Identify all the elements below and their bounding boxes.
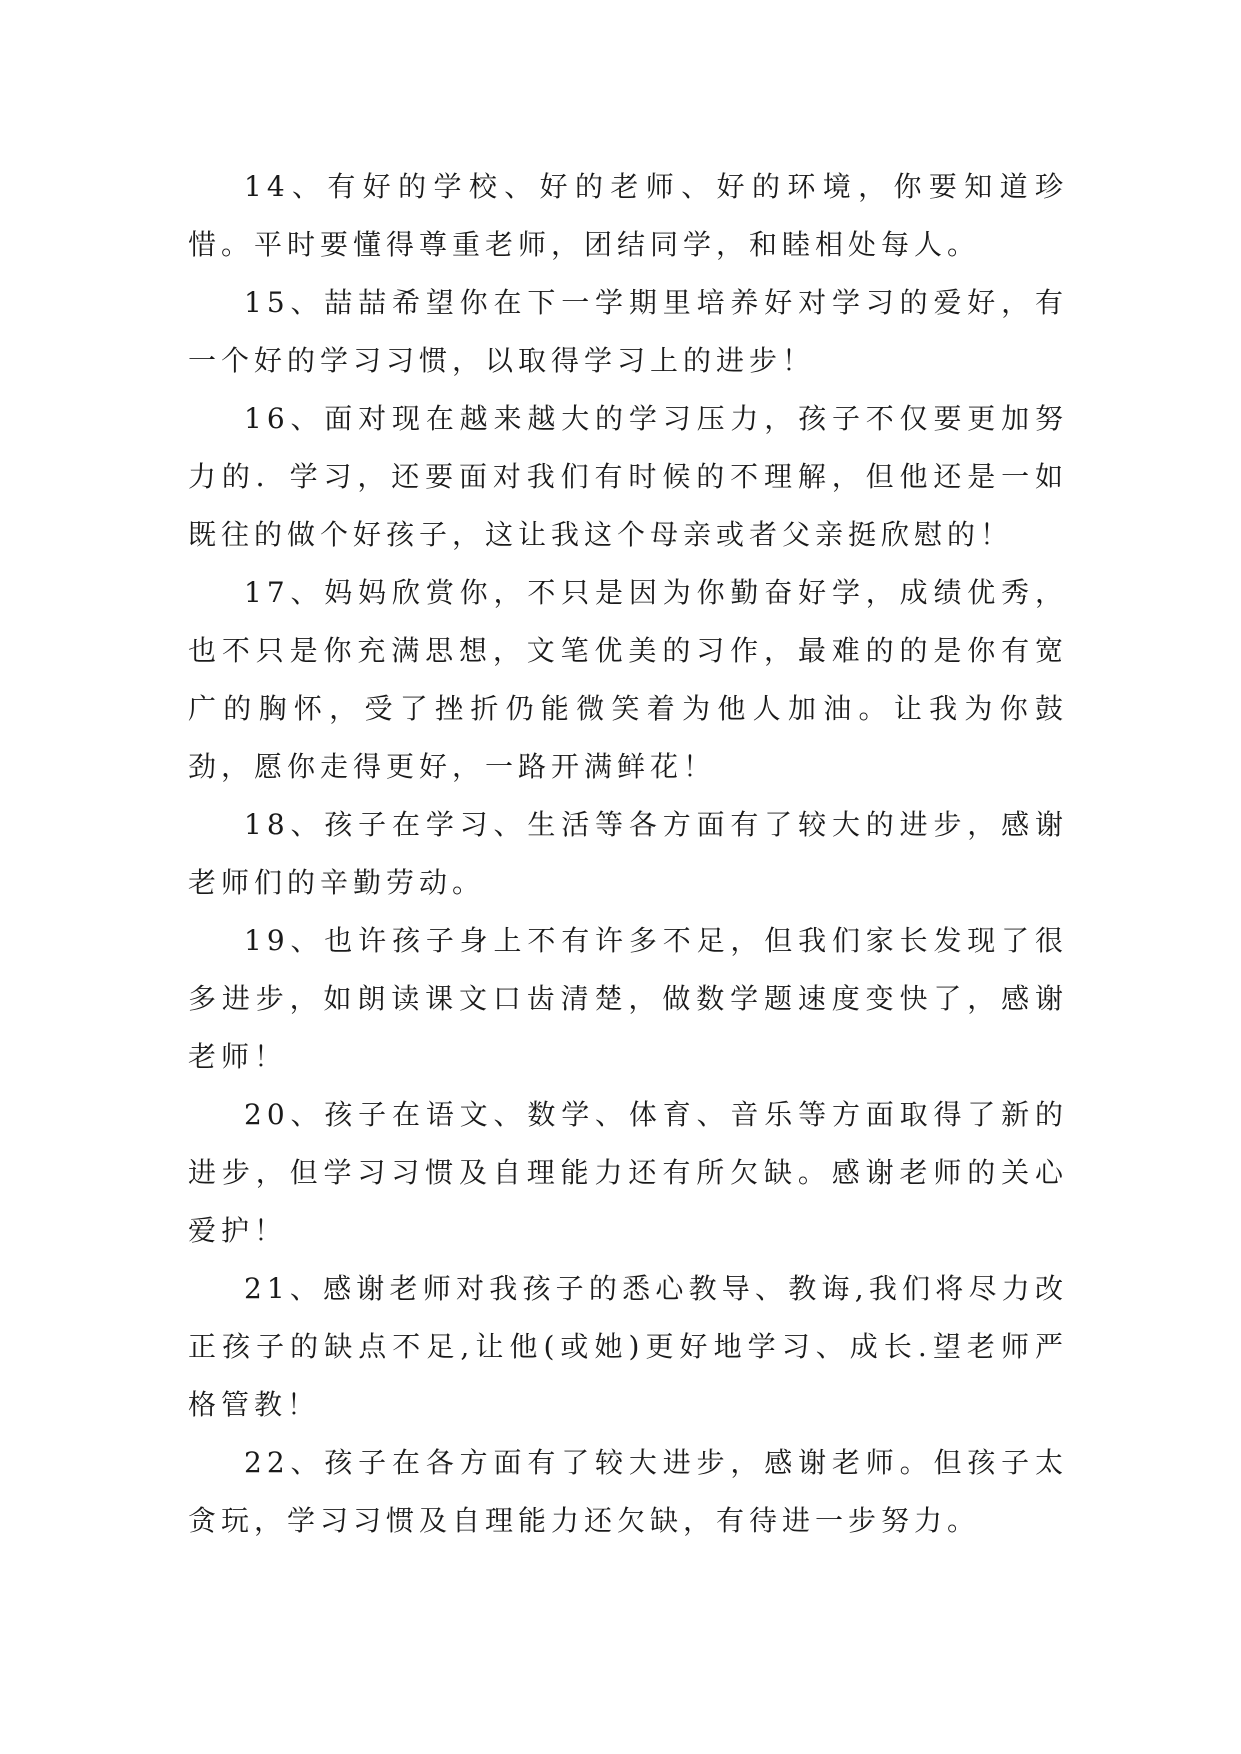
paragraph-18: 18、孩子在学习、生活等各方面有了较大的进步，感谢老师们的辛勤劳动。	[188, 808, 1068, 899]
paragraph-15: 15、喆喆希望你在下一学期里培养好对学习的爱好，有一个好的学习习惯，以取得学习上的进步！	[188, 286, 1068, 377]
document-body	[188, 158, 1068, 1550]
paragraph-16: 16、面对现在越来越大的学习压力，孩子不仅要更加努力的．学习，还要面对我们有时候的不理解，但他还是一如既往的做个好孩子，这让我这个母亲或者父亲挺欣慰的！	[188, 402, 1068, 551]
paragraph-17: 17、妈妈欣赏你，不只是因为你勤奋好学，成绩优秀，也不只是你充满思想，文笔优美的习作，最难的的是你有宽广的胸怀，受了挫折仍能微笑着为他人加油。让我为你鼓劲，愿你走得更好，一路开满鲜花！	[188, 576, 1068, 783]
paragraph-20: 20、孩子在语文、数学、体育、音乐等方面取得了新的进步，但学习习惯及自理能力还有所欠缺。感谢老师的关心爱护！	[188, 1098, 1068, 1247]
paragraph-21: 21、感谢老师对我孩子的悉心教导、教诲,我们将尽力改正孩子的缺点不足,让他(或她)更好地学习、成长.望老师严格管教！	[188, 1272, 1068, 1421]
paragraph-22: 22、孩子在各方面有了较大进步，感谢老师。但孩子太贪玩，学习习惯及自理能力还欠缺，有待进一步努力。	[188, 1446, 1068, 1537]
paragraph-19: 19、也许孩子身上不有许多不足，但我们家长发现了很多进步，如朗读课文口齿清楚，做数学题速度变快了，感谢老师！	[188, 924, 1068, 1073]
paragraph-14: 14、有好的学校、好的老师、好的环境，你要知道珍惜。平时要懂得尊重老师，团结同学，和睦相处每人。	[188, 170, 1068, 261]
